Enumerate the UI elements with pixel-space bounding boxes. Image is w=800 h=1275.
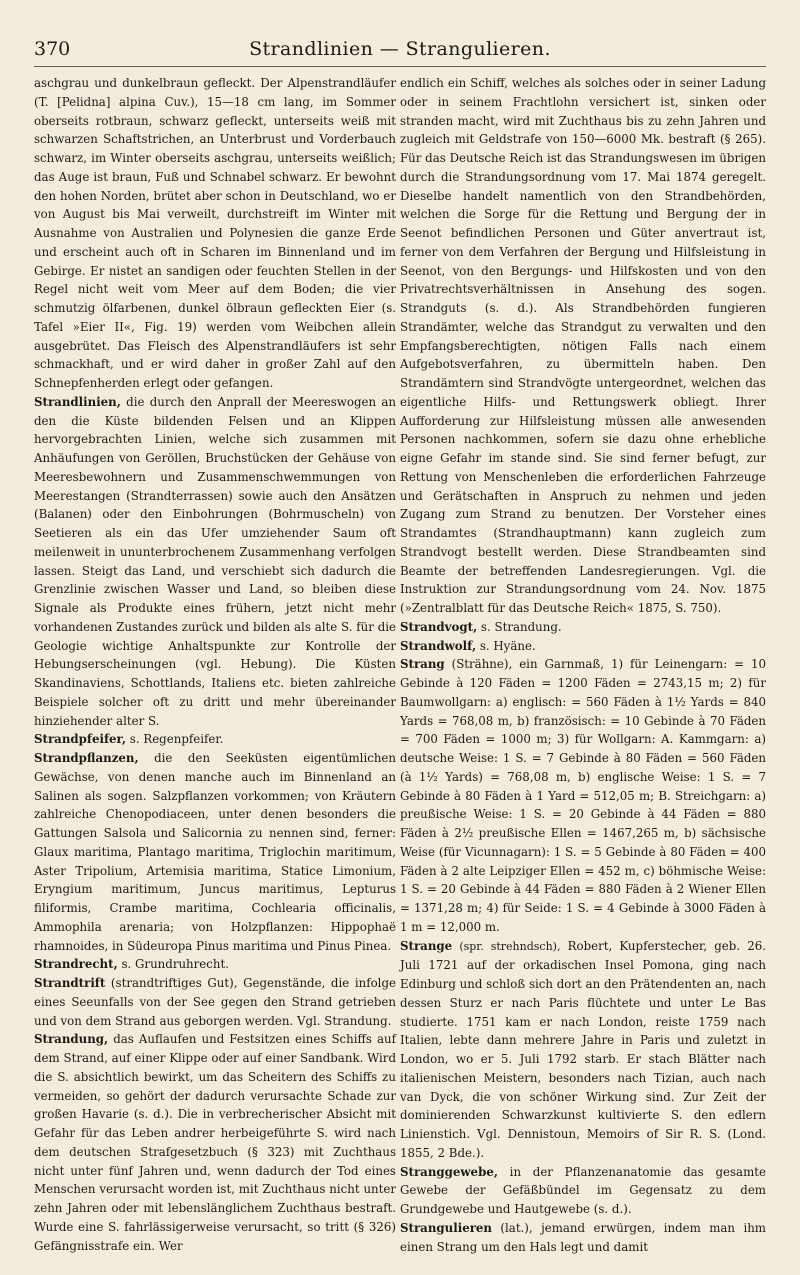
headword: Strangulieren [400, 1220, 492, 1235]
entry-strandtrift: Strandtrift (strandtriftiges Gut), Gegenstände, die infolge eines Seeunfalls von der See gegen den Strand getrieben und von dem Strand aus geborgen werden. Vgl. Strandung. [34, 976, 396, 1028]
headword: Strang [400, 657, 445, 672]
page-header [34, 38, 766, 64]
entry-strandung: Strandung, das Auflaufen und Festsitzen eines Schiffs auf dem Strand, auf einer Klippe oder auf einer Sandbank. Wird die S. absichtlich bewirkt, um das Scheitern des Schiffs zu vermeiden, so gehört der dadurch verursachte Schade zur großen Havarie (s. d.). Die in verbrecherischer Absicht mit Gefahr für das Leben andrer herbeigeführte S. wird nach dem deutschen Strafgesetzbuch (§ 323) mit Zuchthaus nicht unter fünf Jahren und, wenn dadurch der Tod eines Menschen verursacht worden ist, mit Zuchthaus nicht unter zehn Jahren oder mit lebenslänglichem Zuchthaus bestraft. Wurde eine S. fahrlässigerweise verursacht, so tritt (§ 326) Gefängnisstrafe ein. Wer [34, 1032, 396, 1253]
entry-strandpflanzen: Strandpflanzen, die den Seeküsten eigentümlichen Gewächse, von denen manche auch im Binnenland an Salinen als sogen. Salzpflanzen vorkommen; von Kräutern zahlreiche Chenopodiaceen, unter denen besonders die Gattungen Salsola und Salicornia zu nennen sind, ferner: Glaux maritima, Plantago maritima, Triglochin maritimum, Aster Tripolium, Artemisia maritima, Statice Limonium, Eryngium maritimum, Juncus maritimus, Lepturus filiformis, Crambe maritima, Cochlearia officinalis, Ammophila arenaria; von Holzpflanzen: Hippophaë rhamnoides, in Südeuropa Pinus maritima und Pinus Pinea. [34, 751, 396, 953]
headword: Strandpflanzen, [34, 751, 139, 765]
right-column [400, 74, 766, 1256]
page-number: 370 [34, 38, 71, 60]
entry-strandlinien: Strandlinien, die durch den Anprall der Meereswogen an den die Küste bildenden Felsen und an Klippen hervorgebrachten Linien, welche sich zusammen mit Anhäufungen von Geröllen, Bruchstücken der Gehäuse von Meeresbewohnern und Zusammenschwemmungen von Meerestangen (Strandterrassen) sowie auch den Ansätzen (Balanen) oder den Einbohrungen (Bohrmuscheln) von Seetieren als ein das Ufer umziehender Saum oft meilenweit in ununterbrochenem Zusammenhang verfolgen lassen. Steigt das Land, und verschiebt sich dadurch die Grenzlinie zwischen Wasser und Land, so bleiben diese Signale als Produkte eines frühern, jetzt nicht mehr vorhandenen Zustandes zurück und bilden als alte S. für die Geologie wichtige Anhaltspunkte zur Kontrolle der Hebungserscheinungen (vgl. Hebung). Die Küsten Skandinaviens, Schottlands, Italiens etc. bieten zahlreiche Beispiele solcher oft zu dritt und mehr übereinander hinziehender alter S. [34, 394, 396, 728]
entry-strandwolf: Strandwolf, s. Hyäne. [400, 638, 536, 653]
entry-strandvogt: Strandvogt, s. Strandung. [400, 619, 562, 634]
headword: Strandtrift [34, 976, 106, 990]
headword: Strange [400, 938, 453, 953]
running-title: Strandlinien — Strangulieren. [249, 38, 551, 60]
left-column [34, 74, 396, 1255]
entry-strange: Strange (spr. strehndsch), Robert, Kupferstecher, geb. 26. Juli 1721 auf der orkadischen Insel Pomona, ging nach Edinburg und schloß sich dort an den Prätendenten an, nach dessen Sturz er nach Paris flüchtete und unter Le Bas studierte. 1751 kam er nach London, reiste 1759 nach Italien, lebte dann mehrere Jahre in Paris und zuletzt in London, wo er 5. Juli 1792 starb. Er stach Blätter nach italienischen Meistern, besonders nach Tizian, auch nach van Dyck, die von schöner Wirkung sind. Zur Zeit der dominierenden Schwarzkunst kultivierte S. den edlern Linienstich. Vgl. Dennistoun, Memoirs of Sir R. S. (Lond. 1855, 2 Bde.). [400, 938, 766, 1160]
header-rule [34, 66, 766, 67]
headword: Strandvogt, [400, 619, 478, 634]
headword: Strandrecht, [34, 957, 118, 972]
pronunciation: (spr. strehndsch), [459, 939, 561, 953]
headword: Strandwolf, [400, 638, 477, 653]
entry-continuation: endlich ein Schiff, welches als solches oder in seiner Ladung oder in seinem Frachtlohn versichert ist, sinken oder stranden macht, wird mit Zuchthaus bis zu zehn Jahren und zugleich mit Geldstrafe von 150—6000 Mk. bestraft (§ 265). Für das Deutsche Reich ist das Strandungswesen im übrigen durch die Strandungsordnung vom 17. Mai 1874 geregelt. Dieselbe handelt namentlich von den Strandbehörden, welchen die Sorge für die Rettung und Bergung der in Seenot befindlichen Personen und Güter anvertraut ist, ferner von dem Verfahren der Bergung und Hilfsleistung in Seenot, von den Bergungs- und Hilfskosten und von den Privatrechtsverhältnissen in Ansehung des sogen. Strandguts (s. d.). Als Strandbehörden fungieren Strandämter, welche das Strandgut zu verwalten und den Empfangsberechtigten, nötigen Falls nach einem Aufgebotsverfahren, zu übermitteln haben. Den Strandämtern sind Strandvögte untergeordnet, welchen das eigentliche Hilfs- und Rettungswerk obliegt. Ihrer Aufforderung zur Hilfsleistung müssen alle anwesenden Personen nachkommen, sofern sie dazu ohne erhebliche eigne Gefahr im stande sind. Sie sind ferner befugt, zur Rettung von Menschenleben die erforderlichen Fahrzeuge und Gerätschaften in Anspruch zu nehmen und jeden Zugang zum Strand zu benutzen. Der Vorsteher eines Strandamtes (Strandhauptmann) kann zugleich zum Strandvogt bestellt werden. Diese Strandbeamten sind Beamte der betreffenden Landesregierungen. Vgl. die Instruktion zur Strandungsordnung vom 24. Nov. 1875 (»Zentralblatt für das Deutsche Reich« 1875, S. 750). [400, 76, 766, 615]
headword: Strandlinien, [34, 394, 121, 409]
entry-strang: Strang (Strähne), ein Garnmaß, 1) für Leinengarn: = 10 Gebinde à 120 Fäden = 1200 Fäden = 2743,15 m; 2) für Baumwollgarn: a) englisch: = 560 Fäden à 1½ Yards = 840 Yards = 768,08 m, b) französisch: = 10 Gebinde à 70 Fäden = 700 Fäden = 1000 m; 3) für Wollgarn: A. Kammgarn: a) deutsche Weise: 1 S. = 7 Gebinde à 80 Fäden = 560 Fäden (à 1½ Yards) = 768,08 m, b) englische Weise: 1 S. = 7 Gebinde à 80 Fäden à 1 Yard = 512,05 m; B. Streichgarn: a) preußische Weise: 1 S. = 20 Gebinde à 44 Fäden = 880 Fäden à 2½ preußische Ellen = 1467,265 m, b) sächsische Weise (für Vicunnagarn): 1 S. = 5 Gebinde à 80 Fäden = 400 Fäden à 2 alte Leipziger Ellen = 452 m, c) böhmische Weise: 1 S. = 20 Gebinde à 44 Fäden = 880 Fäden à 2 Wiener Ellen = 1371,28 m; 4) für Seide: 1 S. = 4 Gebinde à 3000 Fäden à 1 m = 12,000 m. [400, 657, 766, 934]
headword: Strandung, [34, 1032, 109, 1047]
entry-strandrecht: Strandrecht, s. Grundruhrecht. [34, 957, 229, 972]
entry-strandpfeifer: Strandpfeifer, s. Regenpfeifer. [34, 732, 224, 747]
entry-continuation: aschgrau und dunkelbraun gefleckt. Der Alpenstrandläufer (T. [Pelidna] alpina Cuv.), 15—18 cm lang, im Sommer oberseits rotbraun, schwarz gefleckt, unterseits weiß mit schwarzen Schaftstrichen, an Unterbrust und Vorderbauch schwarz, im Winter oberseits aschgrau, unterseits weißlich; das Auge ist braun, Fuß und Schnabel schwarz. Er bewohnt den hohen Norden, brütet aber schon in Deutschland, wo er von August bis Mai verweilt, durchstreift im Winter mit Ausnahme von Australien und Polynesien die ganze Erde und erscheint auch oft in Scharen im Binnenland und im Gebirge. Er nistet an sandigen oder feuchten Stellen in der Regel nicht weit vom Meer auf dem Boden; die vier schmutzig ölfarbenen, dunkel ölbraun gefleckten Eier (s. Tafel »Eier II«, Fig. 19) werden vom Weibchen allein ausgebrütet. Das Fleisch des Alpenstrandläufers ist sehr schmackhaft, und er wird daher in großer Zahl auf den Schnepfenherden erlegt oder gefangen. [34, 76, 396, 390]
headword: Strandpfeifer, [34, 732, 127, 747]
entry-stranggewebe: Stranggewebe, in der Pflanzenanatomie das gesamte Gewebe der Gefäßbündel im Gegensatz zu dem Grundgewebe und Hautgewebe (s. d.). [400, 1164, 766, 1216]
entry-strangulieren: Strangulieren (lat.), jemand erwürgen, indem man ihm einen Strang um den Hals legt und damit [400, 1220, 766, 1254]
headword: Stranggewebe, [400, 1164, 498, 1179]
